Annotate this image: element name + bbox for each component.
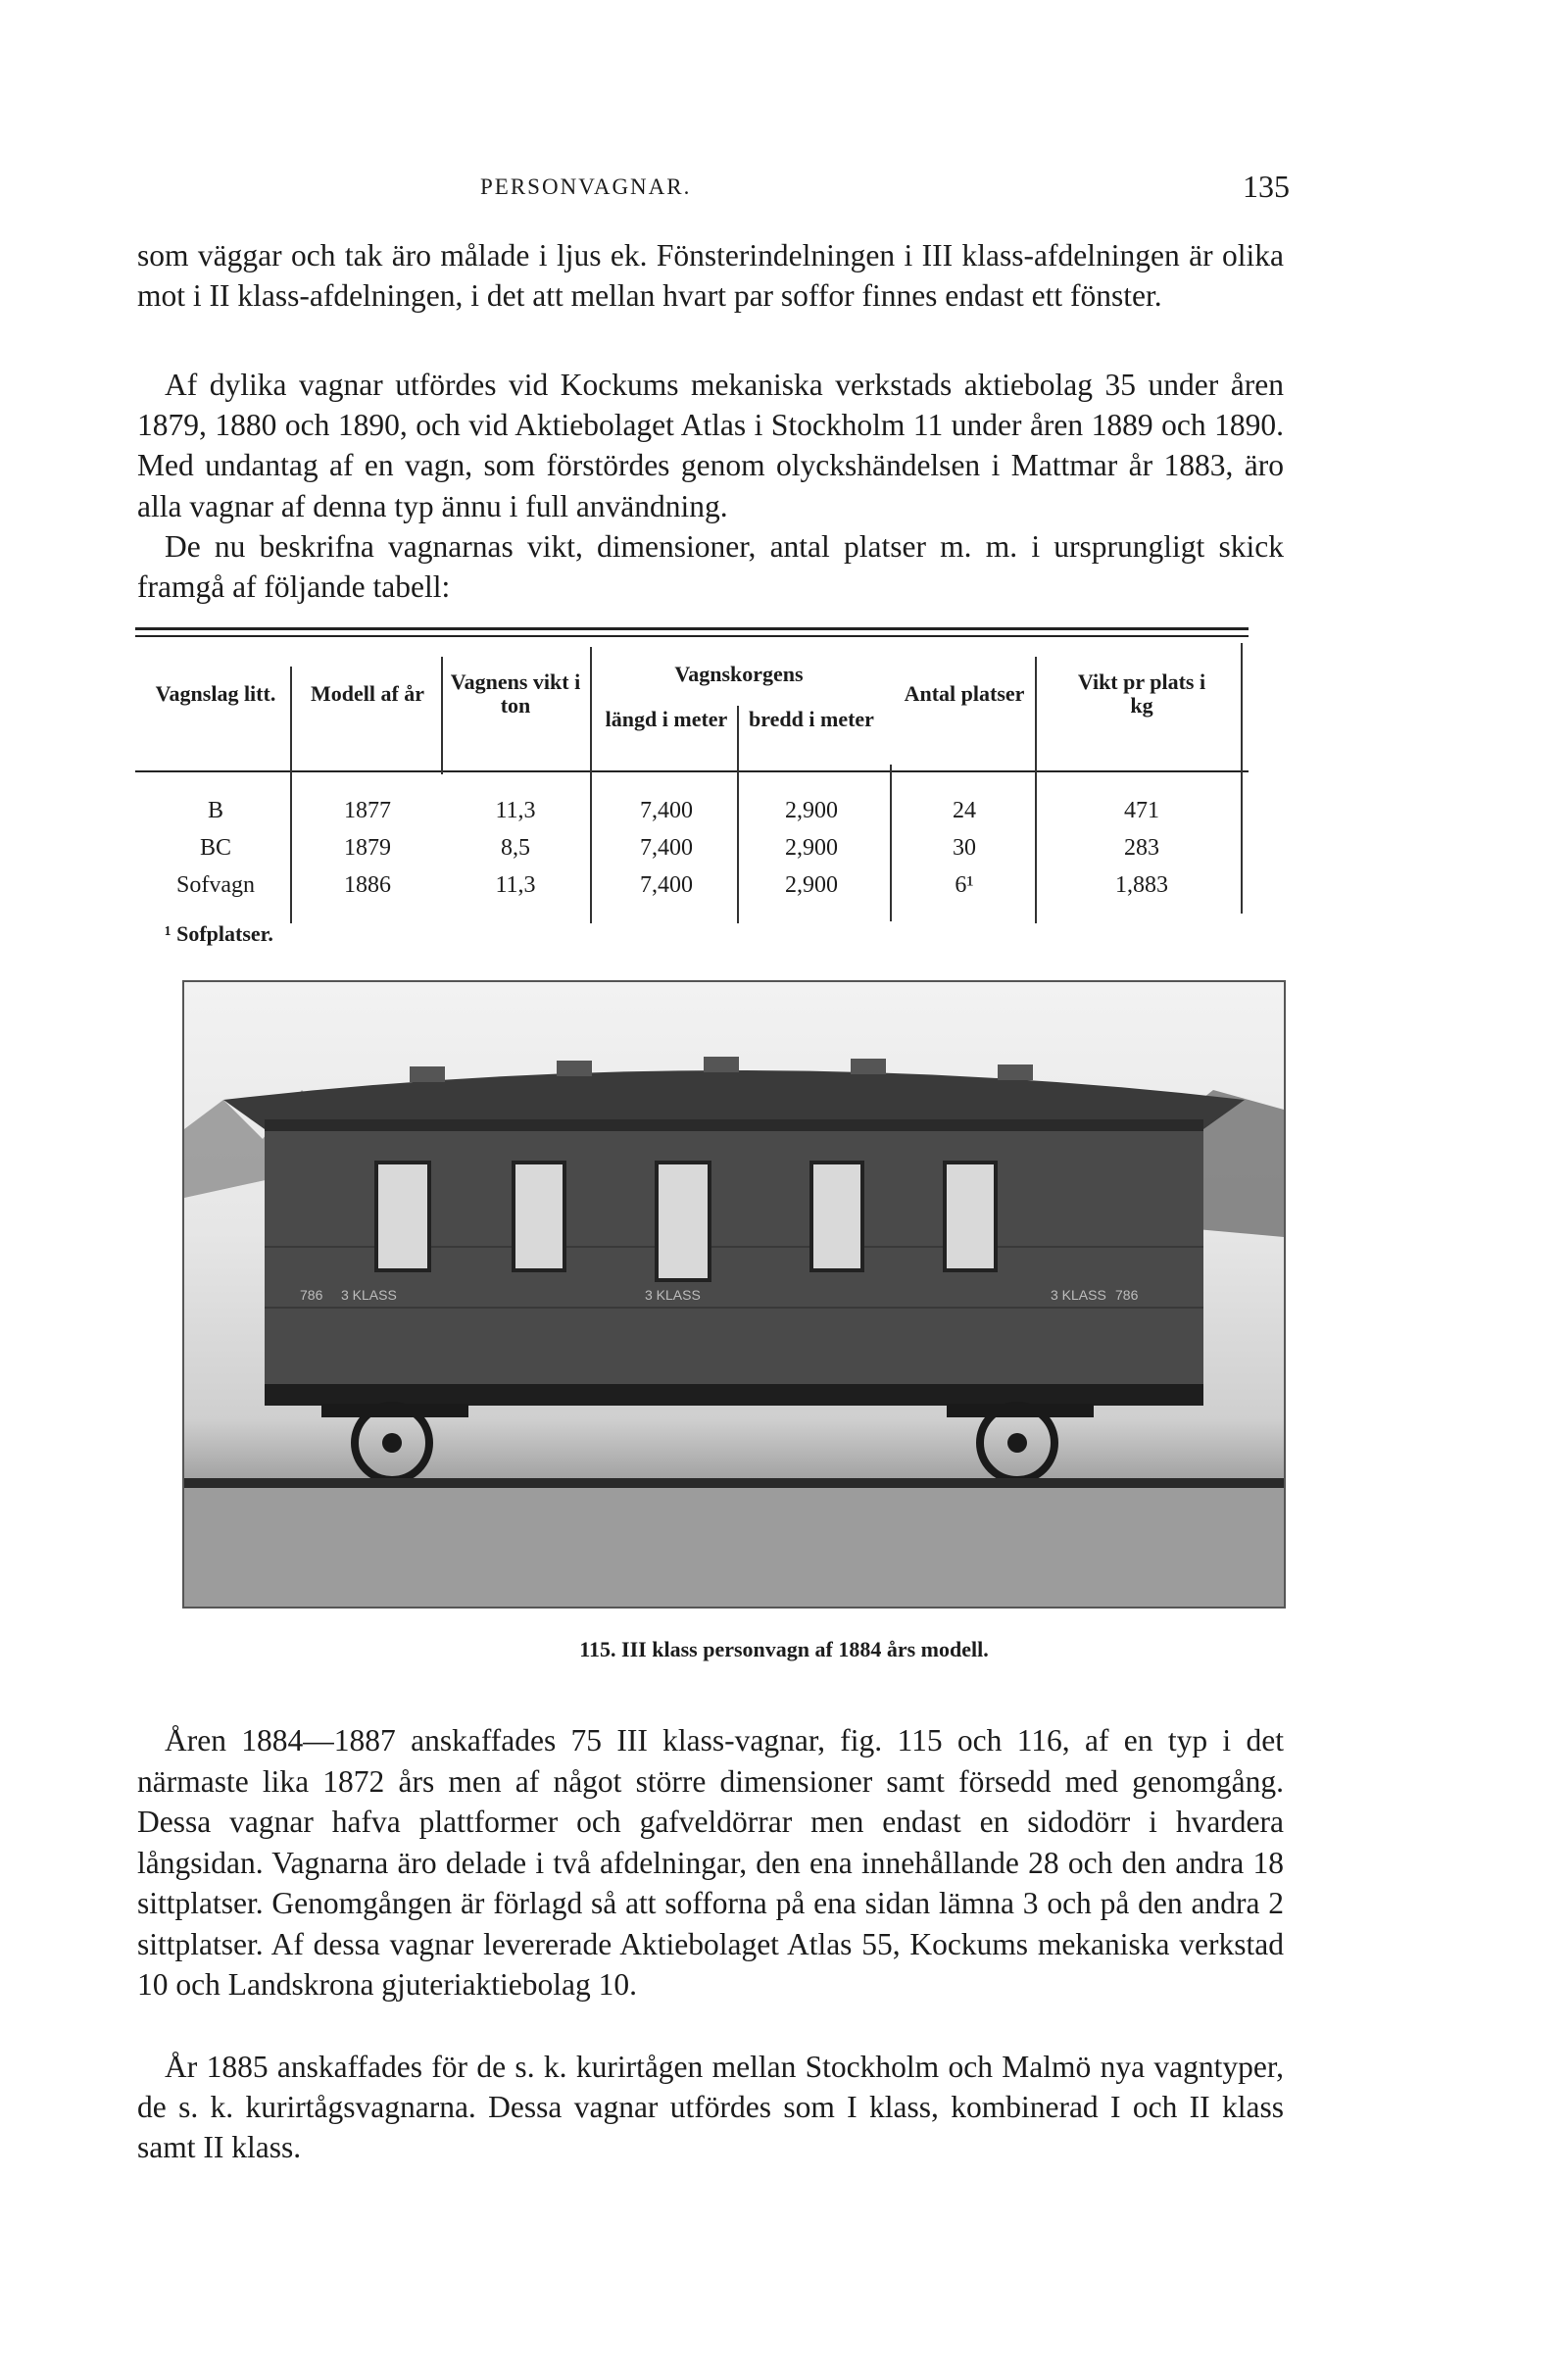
table-cell-langd: 7,400 (640, 872, 693, 898)
col-divider (737, 706, 739, 923)
header-antal: Antal platser (904, 681, 1025, 706)
carriage-illustration (184, 982, 1284, 1607)
running-title: PERSONVAGNAR. (480, 174, 692, 199)
table-footnote: ¹ Sofplatser. (165, 921, 273, 946)
table-cell-vagnslag: BC (199, 835, 231, 861)
col-divider (290, 667, 292, 923)
window (376, 1163, 429, 1270)
railway-car-photo (182, 980, 1286, 1609)
table-top-rule-2 (135, 635, 1249, 637)
table-cell-modell: 1886 (344, 872, 391, 898)
header-vagnslag: Vagnslag litt. (155, 681, 276, 706)
col-divider (441, 657, 443, 774)
table-cell-bredd: 2,900 (785, 798, 838, 823)
header-bredd: bredd i meter (749, 707, 874, 731)
table-cell-vikt-pr-plats: 283 (1124, 835, 1159, 861)
figure-caption: 115. III klass personvagn af 1884 års modell. (579, 1637, 989, 1661)
table-cell-antal: 6¹ (955, 872, 974, 898)
table-cell-langd: 7,400 (640, 835, 693, 861)
paragraph-2: Af dylika vagnar utfördes vid Kockums mekaniska verkstads aktiebolag 35 under åren 1879, 1880 och 1890, och vid Aktiebolaget Atlas i Stockholm 11 under åren 1889 och 1890. Med undantag af en vagn, som förstördes genom olyckshändelsen i Mattmar år 1883, äro alla vagnar af denna typ ännu i full användning. (137, 368, 1284, 523)
table-cell-bredd: 2,900 (785, 872, 838, 898)
table-header-rule (135, 770, 1249, 772)
car-marking: 3 KLASS (1051, 1287, 1106, 1303)
table-cell-antal: 24 (953, 798, 976, 823)
door-window (657, 1163, 710, 1280)
table-cell-modell: 1879 (344, 835, 391, 861)
header-langd: längd i meter (605, 707, 728, 731)
table-cell-antal: 30 (953, 835, 976, 861)
table-cell-vikt-pr-plats: 1,883 (1115, 872, 1168, 898)
table-cell-vikt: 11,3 (495, 798, 536, 823)
header-modell: Modell af år (310, 681, 425, 706)
car-marking: 3 KLASS (645, 1287, 701, 1303)
window (945, 1163, 996, 1270)
col-divider (890, 765, 892, 921)
header-vagnskorgens: Vagnskorgens (674, 662, 804, 686)
page-header (0, 169, 1568, 208)
table-cell-bredd: 2,900 (785, 835, 838, 861)
window (811, 1163, 862, 1270)
car-marking: 786 (1115, 1287, 1139, 1303)
page-number: 135 (1243, 169, 1290, 204)
car-marking: 786 (300, 1287, 323, 1303)
col-divider (590, 647, 592, 923)
header-vikt-pr-plats: Vikt pr plats i kg (1077, 669, 1206, 718)
table-cell-vagnslag: B (207, 798, 223, 823)
table-cell-vagnslag: Sofvagn (176, 872, 255, 898)
paragraph-1: som väggar och tak äro målade i ljus ek. Fönsterindelningen i III klass-afdelningen är olika mot i II klass-afdelningen, i det att mellan hvart par soffor finnes endast ett fönster. (137, 238, 1284, 314)
window (514, 1163, 564, 1270)
paragraph-3: De nu beskrifna vagnarnas vikt, dimensioner, antal platser m. m. i ursprungligt skick framgå af följande tabell: (137, 529, 1284, 605)
table-cell-vikt: 8,5 (501, 835, 530, 861)
table-cell-langd: 7,400 (640, 798, 693, 823)
car-marking: 3 KLASS (341, 1287, 397, 1303)
paragraph-4: Åren 1884—1887 anskaffades 75 III klass-vagnar, fig. 115 och 116, af en typ i det närmaste lika 1872 års men af något större dimensioner samt försedd med genomgång. Dessa vagnar hafva plattformer och gafveldörrar men endast en sidodörr i hvardera långsidan. Vagnarna äro delade i två afdelningar, den ena innehållande 28 och den andra 18 sittplatser. Genomgången är förlagd så att sofforna på ena sidan lämna 3 och på den andra 2 sittplatser. Af dessa vagnar levererade Aktiebolaget Atlas 55, Kockums mekaniska verkstad 10 och Landskrona gjuteriaktiebolag 10. (137, 1723, 1284, 2002)
header-vikt: Vagnens vikt i ton (450, 669, 581, 718)
col-divider (1241, 643, 1243, 914)
table-cell-vikt: 11,3 (495, 872, 536, 898)
col-divider (1035, 657, 1037, 923)
table-top-rule (135, 627, 1249, 630)
table-cell-vikt-pr-plats: 471 (1124, 798, 1159, 823)
table-cell-modell: 1877 (344, 798, 391, 823)
paragraph-5: År 1885 anskaffades för de s. k. kurirtågen mellan Stockholm och Malmö nya vagntyper, de s. k. kurirtågsvagnarna. Dessa vagnar utfördes som I klass, kombinerad I och II klass samt II klass. (137, 2050, 1284, 2165)
